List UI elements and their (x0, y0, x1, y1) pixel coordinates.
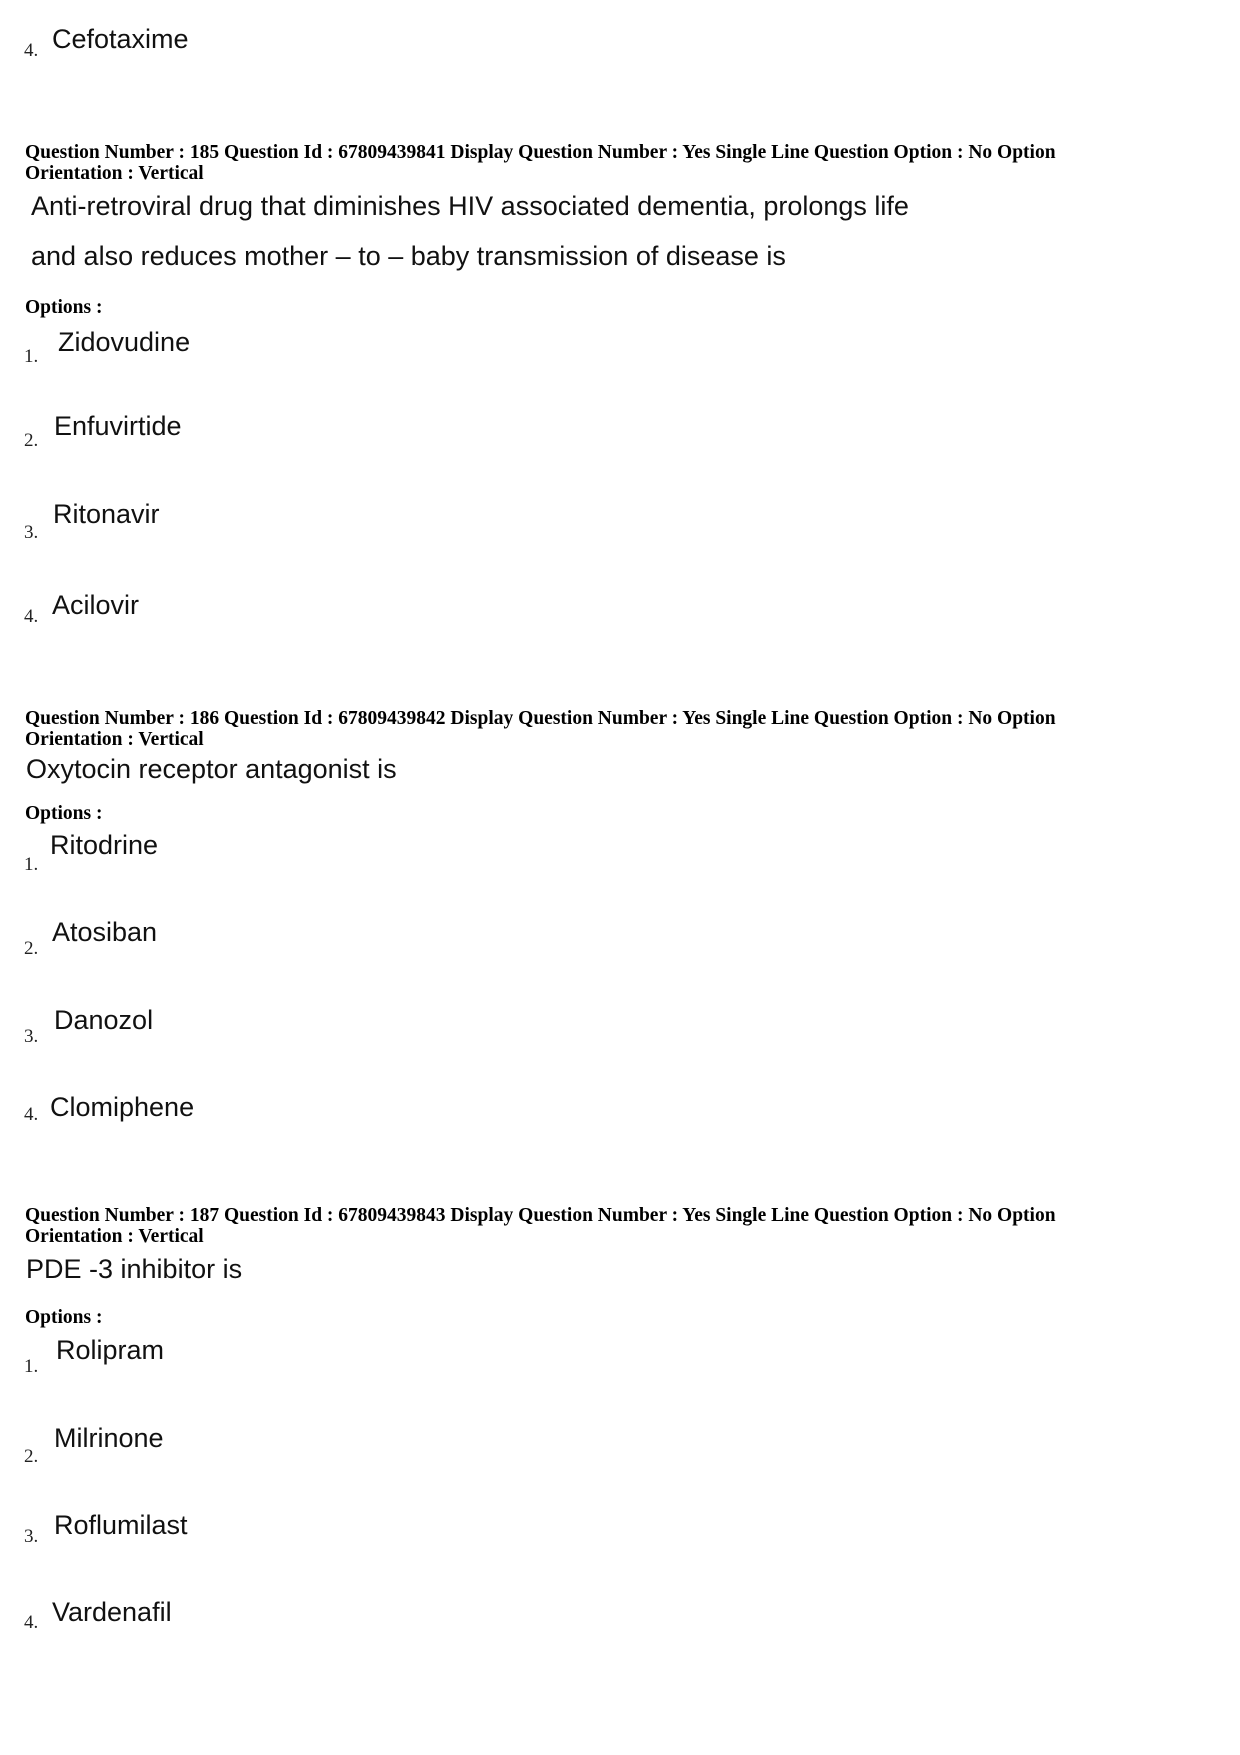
option-number: 4. (24, 1612, 39, 1633)
question-meta-line1: Question Number : 186 Question Id : 67809439842 Display Question Number : Yes Single Line Question Option : No Option (25, 708, 1056, 729)
option-number: 2. (24, 430, 39, 451)
question-text-line1: PDE -3 inhibitor is (26, 1254, 243, 1284)
question-text-line1: Oxytocin receptor antagonist is (26, 754, 397, 784)
question-meta-line2: Orientation : Vertical (25, 163, 204, 184)
question-meta (25, 142, 1225, 184)
option-text: Enfuvirtide (54, 411, 182, 441)
option-number: 3. (24, 1026, 39, 1047)
option-text: Zidovudine (58, 327, 191, 357)
option-text: Clomiphene (50, 1092, 195, 1122)
option-text: Acilovir (52, 590, 140, 620)
question-meta-line2: Orientation : Vertical (25, 729, 204, 750)
option-number: 4. (24, 40, 39, 61)
options-label: Options : (25, 1307, 103, 1328)
question-meta (25, 1205, 1225, 1247)
question-meta-line2: Orientation : Vertical (25, 1226, 204, 1247)
option-number: 4. (24, 606, 39, 627)
option-text: Ritodrine (50, 830, 159, 860)
option-text: Roflumilast (54, 1510, 188, 1540)
question-text-line2: and also reduces mother – to – baby transmission of disease is (31, 241, 786, 271)
option-number: 1. (24, 854, 39, 875)
question-meta-line1: Question Number : 185 Question Id : 67809439841 Display Question Number : Yes Single Line Question Option : No Option (25, 142, 1056, 163)
options-label: Options : (25, 297, 103, 318)
options-label: Options : (25, 803, 103, 824)
option-number: 1. (24, 1356, 39, 1377)
option-text: Milrinone (54, 1423, 164, 1453)
option-number: 3. (24, 522, 39, 543)
option-number: 2. (24, 1446, 39, 1467)
question-text-line1: Anti-retroviral drug that diminishes HIV associated dementia, prolongs life (31, 191, 909, 221)
option-number: 2. (24, 938, 39, 959)
option-text: Ritonavir (53, 499, 160, 529)
option-text: Cefotaxime (52, 24, 189, 54)
option-text: Vardenafil (52, 1597, 172, 1627)
question-meta-line1: Question Number : 187 Question Id : 67809439843 Display Question Number : Yes Single Line Question Option : No Option (25, 1205, 1056, 1226)
option-text: Rolipram (56, 1335, 165, 1365)
option-text: Atosiban (52, 917, 158, 947)
option-number: 3. (24, 1526, 39, 1547)
question-meta (25, 708, 1225, 750)
option-number: 1. (24, 346, 39, 367)
option-number: 4. (24, 1104, 39, 1125)
option-text: Danozol (54, 1005, 154, 1035)
